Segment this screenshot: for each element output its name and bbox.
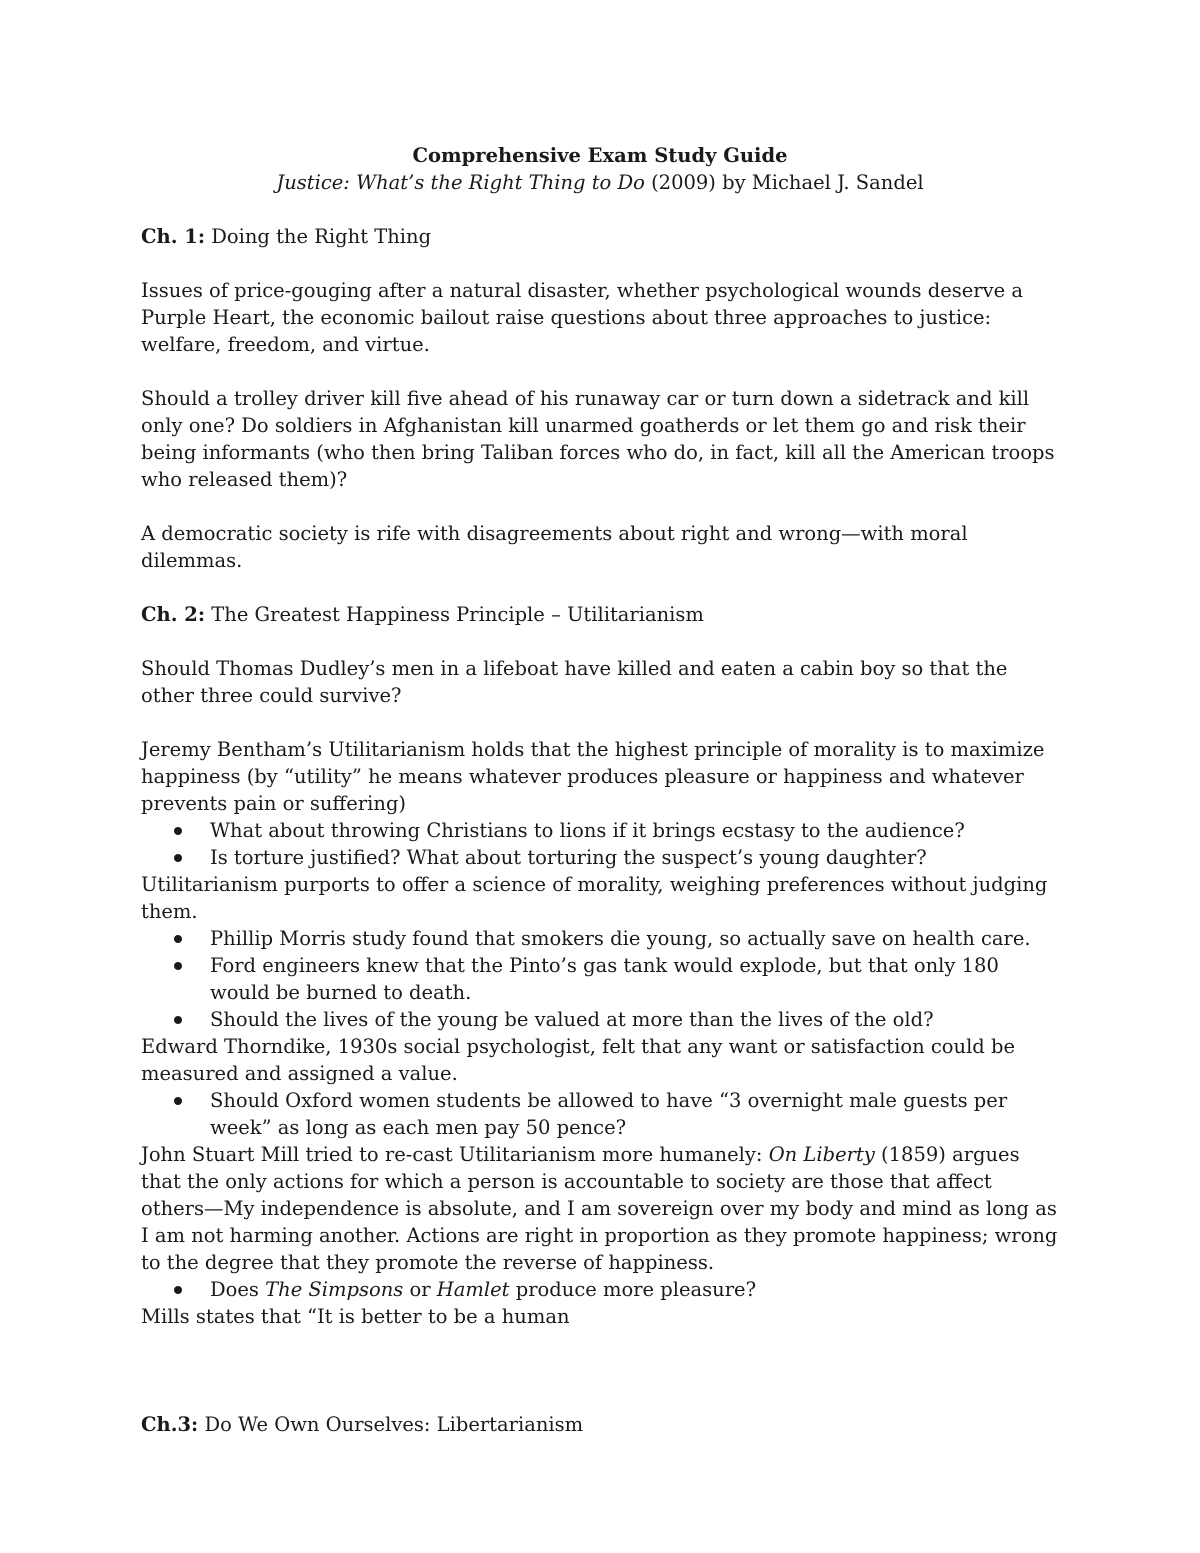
bullet-list: [141, 925, 1059, 1033]
text-run: Does: [210, 1278, 266, 1301]
bullet-item: [141, 952, 1059, 1006]
chapter-2-heading: [141, 601, 1059, 628]
bullet-item: [141, 844, 1059, 871]
book-title: On Liberty: [768, 1143, 875, 1166]
show-title: The Simpsons: [265, 1278, 404, 1301]
bullet-item: [141, 817, 1059, 844]
book-title: Justice: What’s the Right Thing to Do: [276, 171, 645, 194]
paragraph: A democratic society is rife with disagreements about right and wrong—with moral dilemmas.: [141, 522, 968, 572]
chapter-name: Doing the Right Thing: [211, 225, 432, 248]
bullet-list: [141, 1276, 1059, 1303]
bullet-item: [141, 925, 1059, 952]
bullet-text: What about throwing Christians to lions if it brings ecstasy to the audience?: [210, 819, 965, 842]
title-block: [141, 142, 1059, 196]
paragraph: Should a trolley driver kill five ahead of his runaway car or turn down a sidetrack and kill only one? Do soldiers in Afghanistan kill unarmed goatherds or let them go and risk their being informants (who then bring Taliban forces who do, in fact, kill all the American troops who released them)?: [141, 387, 1055, 491]
bullet-icon: [174, 1286, 182, 1294]
text-run: or: [403, 1278, 437, 1301]
bullet-icon: [174, 1016, 182, 1024]
text-run: John Stuart Mill tried to re-cast Utilitarianism more humanely:: [141, 1143, 769, 1166]
chapter-label: Ch. 1:: [141, 225, 206, 248]
bullet-icon: [174, 827, 182, 835]
paragraph: Jeremy Bentham’s Utilitarianism holds that the highest principle of morality is to maximize happiness (by “utility” he means whatever produces pleasure or happiness and whatever prevents pain or suffering): [141, 738, 1045, 815]
chapter-1-heading: [141, 223, 1059, 250]
paragraph: Utilitarianism purports to offer a science of morality, weighing preferences without judging them.: [141, 873, 1048, 923]
bullet-icon: [174, 962, 182, 970]
play-title: Hamlet: [436, 1278, 510, 1301]
bullet-item: [141, 1006, 1059, 1033]
bullet-list: [141, 1087, 1059, 1141]
chapter-label: Ch. 2:: [141, 603, 206, 626]
text-run: produce more pleasure?: [509, 1278, 757, 1301]
bullet-icon: [174, 935, 182, 943]
bullet-item: [141, 1087, 1059, 1141]
paragraph: Should Thomas Dudley’s men in a lifeboat have killed and eaten a cabin boy so that the other three could survive?: [141, 657, 1008, 707]
bullet-text: Is torture justified? What about torturing the suspect’s young daughter?: [210, 846, 927, 869]
document-body: [141, 142, 1059, 1465]
bullet-text: Should Oxford women students be allowed to have “3 overnight male guests per week” as long as each men pay 50 pence?: [210, 1089, 1008, 1139]
text-run: (1859) argues that the only actions for which a person is accountable to society are those that affect others—My independence is absolute, and I am sovereign over my body and mind as long as I am not harming another. Actions are right in proportion as they promote happiness; wrong to the degree that they promote the reverse of happiness.: [141, 1143, 1058, 1274]
bullet-icon: [174, 1097, 182, 1105]
paragraph: [141, 1141, 1059, 1276]
chapter-name: Do We Own Ourselves: Libertarianism: [204, 1413, 584, 1436]
document-title: Comprehensive Exam Study Guide: [412, 144, 788, 167]
document-subtitle: [141, 169, 1059, 196]
paragraph: Mills states that “It is better to be a human: [141, 1305, 570, 1328]
bullet-text: Should the lives of the young be valued at more than the lives of the old?: [210, 1008, 934, 1031]
chapter-3-heading: [141, 1411, 1059, 1438]
chapter-label: Ch.3:: [141, 1413, 199, 1436]
bullet-text: Ford engineers knew that the Pinto’s gas tank would explode, but that only 180 would be burned to death.: [210, 954, 999, 1004]
bullet-item: [141, 1276, 1059, 1303]
paragraph: Issues of price-gouging after a natural disaster, whether psychological wounds deserve a Purple Heart, the economic bailout raise questions about three approaches to justice: welfare, freedom, and virtue.: [141, 279, 1024, 356]
chapter-name: The Greatest Happiness Principle – Utilitarianism: [211, 603, 704, 626]
bullet-text: Phillip Morris study found that smokers die young, so actually save on health care.: [210, 927, 1031, 950]
book-author: (2009) by Michael J. Sandel: [644, 171, 924, 194]
bullet-icon: [174, 854, 182, 862]
paragraph: Edward Thorndike, 1930s social psychologist, felt that any want or satisfaction could be measured and assigned a value.: [141, 1035, 1016, 1085]
bullet-list: [141, 817, 1059, 871]
